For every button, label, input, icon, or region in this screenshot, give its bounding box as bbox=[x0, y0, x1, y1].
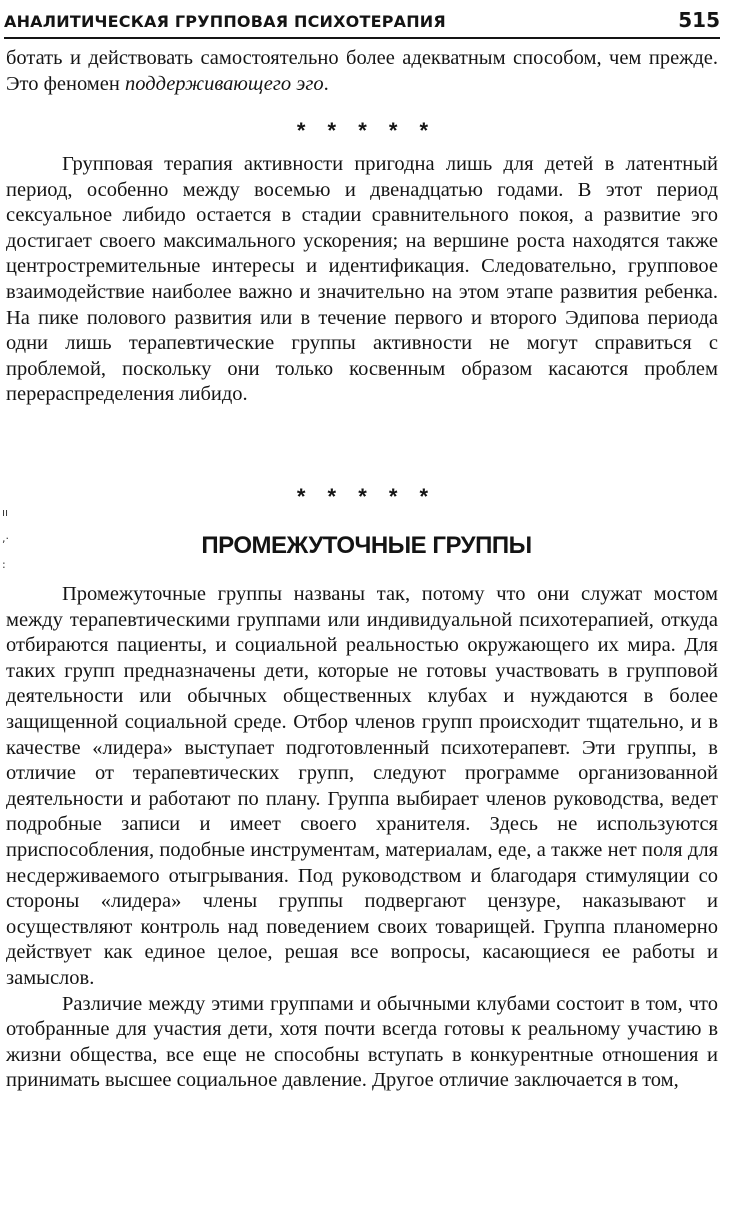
paragraph-text: Групповая терапия активности пригодна лишь для детей в латентный период, особенно между восемью и двенадцатью годами. В этот период сексуальное либидо остается в стадии сравнительного покоя, а развитие эго достигает своего максимального ускорения; на вершине роста находятся также центростремительные интересы и идентификация. Следовательно, групповое взаимодействие наиболее важно и значительно на этом этапе развития ребенка. На пике полового развития или в течение первого и второго Эдипова периода одни лишь терапевтические группы активности не могут справиться с проблемой, поскольку они только косвенным образом касаются проблем перераспределения либидо. bbox=[6, 153, 718, 406]
body-text-intermediate-groups bbox=[6, 582, 718, 1094]
paragraph-text: Различие между этими группами и обычными клубами состоит в том, что отобранные для участия дети, хотя почти всегда готовы к реальному участию в жизни общества, все еще не способны вступать в конкурентные отношения и принимать высшее социальное давление. Другое отличие заключается в том, bbox=[6, 992, 718, 1092]
intro-text bbox=[6, 46, 718, 97]
intro-lead: ботать и действовать самостоятельно более адекватным способом, чем прежде. Это феномен bbox=[6, 47, 718, 95]
margin-mark: ıı bbox=[2, 506, 9, 519]
margin-mark: ,· bbox=[2, 532, 9, 545]
page-header bbox=[4, 8, 720, 38]
paragraph-text: Промежуточные группы названы так, потому что они служат мостом между терапевтическими группами или индивидуальной психотерапией, откуда отбираются пациенты, и социальной реальностью окружающего их мира. Для таких групп предназначены дети, которые не готовы участвовать в групповой деятельности или обычных общественных клубах и нуждаются в более защищенной социальной среде. Отбор членов групп происходит тщательно, и в качестве «лидера» выступает подготовленный психотерапевт. Эти группы, в отличие от терапевтических групп, следуют программе организованной деятельности и работают по плану. Группа выбирает членов руководства, ведет подробные записи и имеет своего хранителя. Здесь не используются приспособления, подобные инструментам, материалам, еде, а также нет поля для несдерживаемого отыгрывания. Под руководством и благодаря стимуляции со стороны «лидера» члены группы подвергают цензуре, наказывают и осуществляют контроль над поведением своих товарищей. Группа планомерно действует как единое целое, решая все вопросы, касающиеся ее работы и замыслов. bbox=[6, 583, 718, 989]
header-rule bbox=[4, 37, 720, 39]
paragraph-activity-therapy bbox=[6, 152, 718, 408]
page-number: 515 bbox=[678, 8, 720, 32]
running-head: АНАЛИТИЧЕСКАЯ ГРУППОВАЯ ПСИХОТЕРАПИЯ bbox=[4, 12, 446, 31]
margin-mark: : bbox=[2, 558, 6, 571]
section-separator: * * * * * bbox=[296, 484, 437, 509]
intro-tail: . bbox=[323, 72, 329, 95]
section-heading: ПРОМЕЖУТОЧНЫЕ ГРУППЫ bbox=[201, 532, 532, 559]
intro-emphasis: поддерживающего эго bbox=[124, 72, 324, 95]
section-separator: * * * * * bbox=[296, 118, 437, 143]
